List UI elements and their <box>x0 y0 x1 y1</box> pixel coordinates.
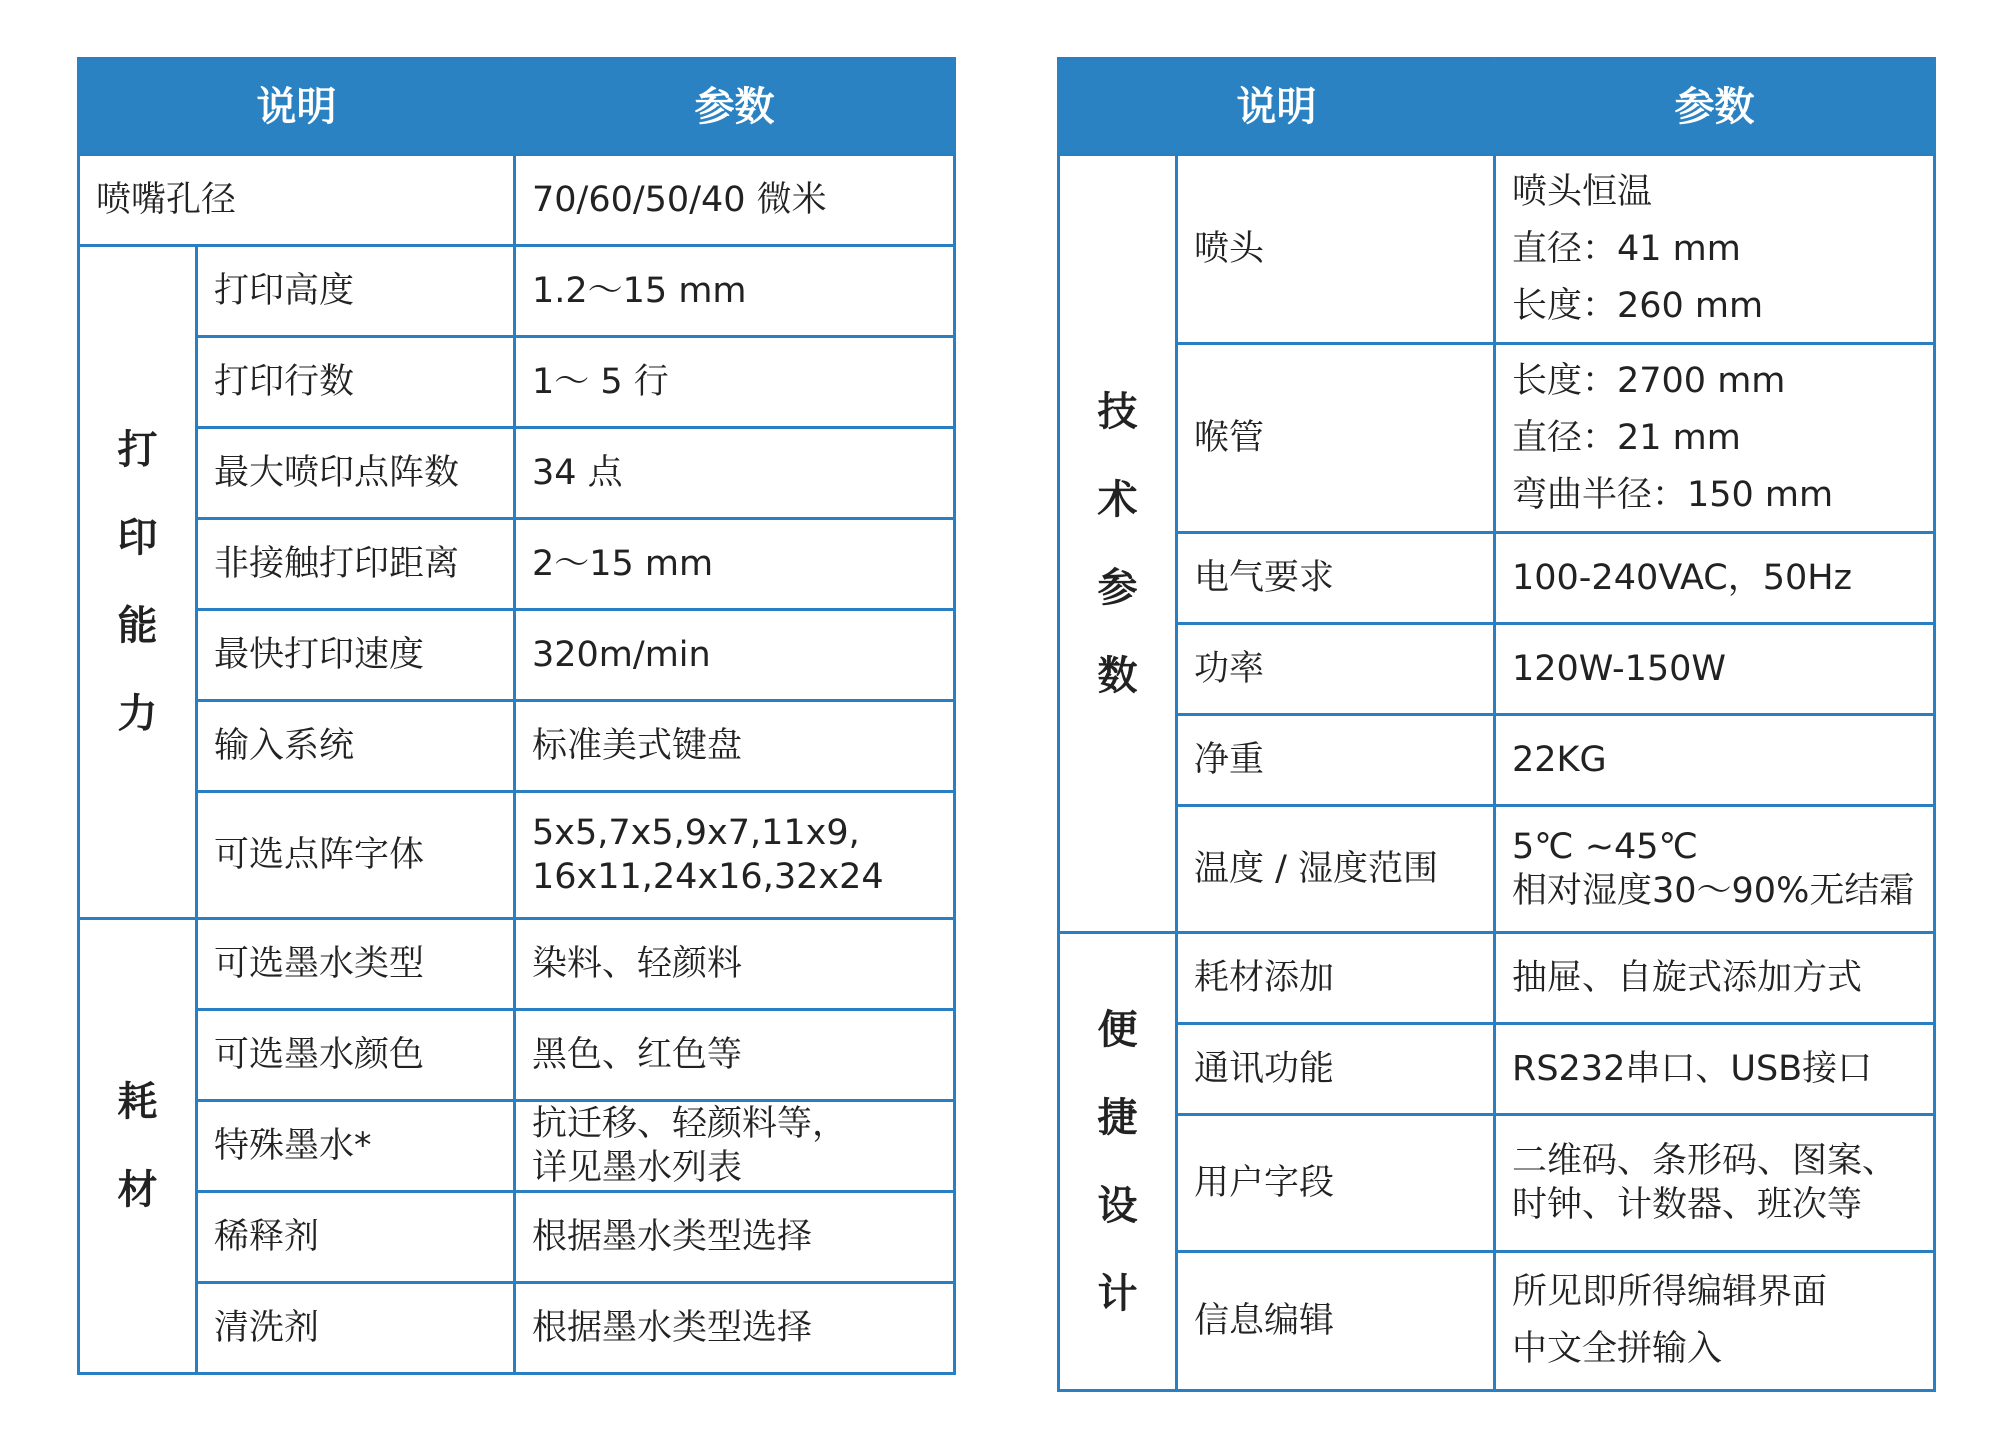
table-row <box>79 792 955 919</box>
table-row <box>79 428 955 519</box>
table-row <box>79 919 955 1010</box>
row-label: 最快打印速度 <box>197 610 515 701</box>
row-label: 喷嘴孔径 <box>79 155 515 246</box>
value-line: 喷头恒温 <box>1512 171 1653 212</box>
table-header-row <box>79 59 955 155</box>
print-spec-table-right <box>1057 57 1936 1392</box>
value-line: 5℃ ~45℃ <box>1512 827 1698 867</box>
row-value: 120W-150W <box>1495 624 1935 715</box>
row-value: 70/60/50/40 微米 <box>515 155 955 246</box>
row-label: 打印高度 <box>197 246 515 337</box>
value-line: 16x11,24x16,32x24 <box>532 857 884 897</box>
row-label: 喷头 <box>1177 155 1495 344</box>
table-row <box>1059 624 1935 715</box>
row-value: 根据墨水类型选择 <box>515 1192 955 1283</box>
table-row <box>1059 1252 1935 1391</box>
value-line: 弯曲半径：150 mm <box>1512 474 1834 515</box>
table-row <box>1059 806 1935 933</box>
header-parameter: 参数 <box>1495 59 1935 155</box>
row-label: 用户字段 <box>1177 1115 1495 1252</box>
table-row <box>79 1283 955 1374</box>
row-value: 320m/min <box>515 610 955 701</box>
row-label: 打印行数 <box>197 337 515 428</box>
table-row <box>79 246 955 337</box>
row-label: 清洗剂 <box>197 1283 515 1374</box>
table-row <box>79 1101 955 1192</box>
row-label: 输入系统 <box>197 701 515 792</box>
group-label-print-capability: 打印能力 <box>79 246 197 919</box>
table-row <box>1059 1024 1935 1115</box>
value-line: 长度：260 mm <box>1512 285 1764 326</box>
group-label-convenient-design: 便捷设计 <box>1059 933 1177 1391</box>
table-row <box>1059 933 1935 1024</box>
value-line: 时钟、计数器、班次等 <box>1512 1185 1863 1225</box>
row-label: 耗材添加 <box>1177 933 1495 1024</box>
value-line: 详见墨水列表 <box>532 1148 743 1188</box>
row-value: 根据墨水类型选择 <box>515 1283 955 1374</box>
row-value: 染料、轻颜料 <box>515 919 955 1010</box>
value-line: 相对湿度30～90%无结霜 <box>1512 871 1915 911</box>
row-label: 通讯功能 <box>1177 1024 1495 1115</box>
print-spec-table-left <box>77 57 956 1375</box>
row-label: 可选墨水类型 <box>197 919 515 1010</box>
table-row <box>79 610 955 701</box>
row-value <box>1495 1252 1935 1391</box>
table-row <box>79 337 955 428</box>
row-label: 特殊墨水* <box>197 1101 515 1192</box>
row-value <box>515 792 955 919</box>
value-line: 直径：21 mm <box>1512 417 1741 458</box>
table-row <box>1059 533 1935 624</box>
value-line: 直径：41 mm <box>1512 228 1741 269</box>
table-row <box>79 519 955 610</box>
row-label: 功率 <box>1177 624 1495 715</box>
row-value: RS232串口、USB接口 <box>1495 1024 1935 1115</box>
row-value <box>1495 344 1935 533</box>
header-description: 说明 <box>79 59 515 155</box>
row-value: 抽屉、自旋式添加方式 <box>1495 933 1935 1024</box>
row-value: 2～15 mm <box>515 519 955 610</box>
row-label: 净重 <box>1177 715 1495 806</box>
value-line: 所见即所得编辑界面 <box>1512 1272 1828 1312</box>
row-value <box>1495 1115 1935 1252</box>
row-label: 信息编辑 <box>1177 1252 1495 1391</box>
table-row <box>1059 715 1935 806</box>
row-label: 可选墨水颜色 <box>197 1010 515 1101</box>
row-label: 稀释剂 <box>197 1192 515 1283</box>
row-label: 温度 / 湿度范围 <box>1177 806 1495 933</box>
value-line: 二维码、条形码、图案、 <box>1512 1141 1898 1181</box>
row-label: 可选点阵字体 <box>197 792 515 919</box>
row-label: 喉管 <box>1177 344 1495 533</box>
table-row <box>79 701 955 792</box>
table-row <box>1059 155 1935 344</box>
group-label-consumables: 耗材 <box>79 919 197 1374</box>
row-value <box>1495 806 1935 933</box>
table-row <box>1059 344 1935 533</box>
row-value: 34 点 <box>515 428 955 519</box>
row-value: 22KG <box>1495 715 1935 806</box>
header-description: 说明 <box>1059 59 1495 155</box>
row-value <box>1495 155 1935 344</box>
row-label: 非接触打印距离 <box>197 519 515 610</box>
row-value: 标准美式键盘 <box>515 701 955 792</box>
value-line: 抗迁移、轻颜料等， <box>532 1104 848 1144</box>
group-label-technical-parameters: 技术参数 <box>1059 155 1177 933</box>
row-value: 100-240VAC，50Hz <box>1495 533 1935 624</box>
value-line: 5x5,7x5,9x7,11x9, <box>532 813 860 853</box>
row-label: 电气要求 <box>1177 533 1495 624</box>
table-row <box>79 1192 955 1283</box>
row-value <box>515 1101 955 1192</box>
table-header-row <box>1059 59 1935 155</box>
table-row <box>79 1010 955 1101</box>
header-parameter: 参数 <box>515 59 955 155</box>
table-row <box>79 155 955 246</box>
row-value: 1.2～15 mm <box>515 246 955 337</box>
value-line: 中文全拼输入 <box>1512 1329 1723 1369</box>
table-row <box>1059 1115 1935 1252</box>
value-line: 长度：2700 mm <box>1512 360 1786 401</box>
row-value: 1～ 5 行 <box>515 337 955 428</box>
row-label: 最大喷印点阵数 <box>197 428 515 519</box>
row-value: 黑色、红色等 <box>515 1010 955 1101</box>
